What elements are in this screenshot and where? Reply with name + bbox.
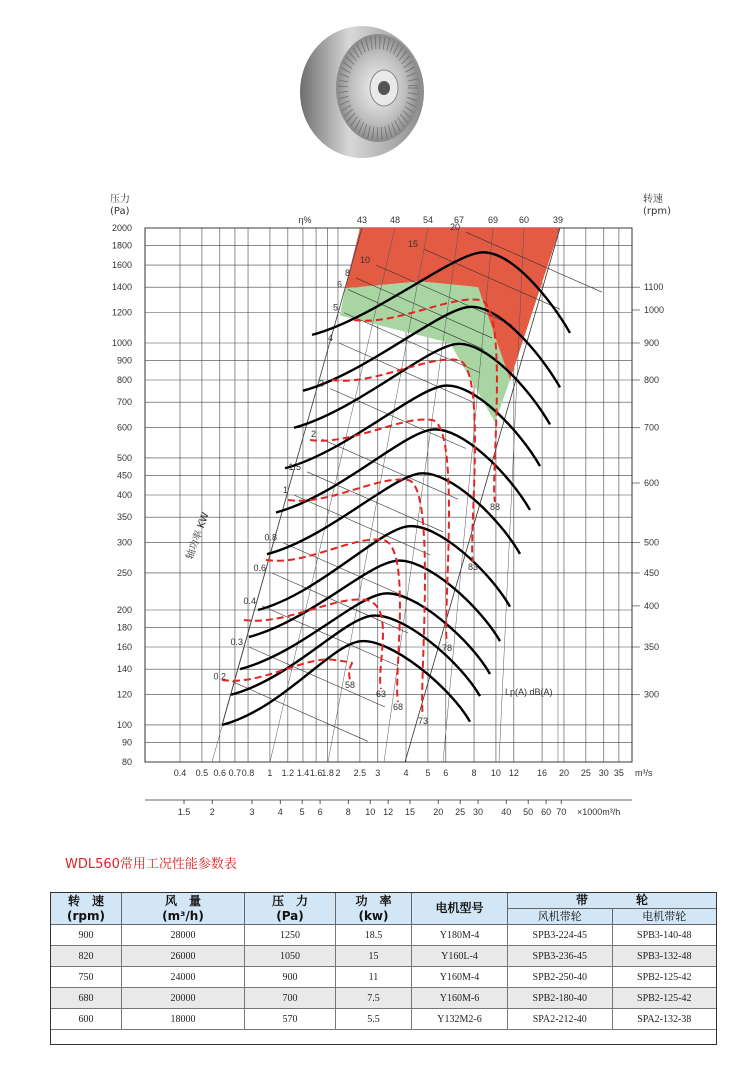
x-tick-label: 16 <box>537 768 548 778</box>
x2-tick-label: 4 <box>277 807 283 817</box>
table-cell: 570 <box>245 1009 336 1030</box>
x-tick-label: 1.8 <box>321 768 334 778</box>
table-row <box>51 1009 717 1030</box>
efficiency-title: η% <box>298 215 312 225</box>
table-cell: Y180M-4 <box>412 925 508 946</box>
x-tick-label: 8 <box>471 768 477 778</box>
x-tick-label: 6 <box>443 768 449 778</box>
header-pulley: 带 轮 <box>508 893 717 909</box>
y-tick-label: 600 <box>116 422 132 433</box>
header-airflow: 风 量 (m³/h) <box>122 893 245 925</box>
y-tick-label: 800 <box>116 375 132 386</box>
header-speed: 转 速 (rpm) <box>51 893 122 925</box>
table-cell: 600 <box>51 1009 122 1030</box>
x-tick-label: 1.2 <box>281 768 295 778</box>
table-cell: 24000 <box>122 967 245 988</box>
left-axis-unit: (Pa) <box>110 206 130 217</box>
rpm-tick-label: 500 <box>644 537 660 548</box>
noise-label: 88 <box>490 502 501 512</box>
table-cell: SPB3-132-48 <box>612 946 717 967</box>
table-row <box>51 988 717 1009</box>
x-tick-label: 0.4 <box>173 768 187 778</box>
y-tick-label: 900 <box>116 355 132 366</box>
table-cell: 18000 <box>122 1009 245 1030</box>
y-tick-label: 200 <box>116 604 132 615</box>
x-tick-label: 2.5 <box>353 768 367 778</box>
table-title: WDL560常用工况性能参数表 <box>65 857 237 872</box>
power-label: 10 <box>359 255 370 266</box>
table-cell: 1050 <box>245 946 336 967</box>
y-tick-label: 350 <box>116 512 132 523</box>
table-row <box>51 925 717 946</box>
power-label: 0.3 <box>230 637 243 648</box>
x2-unit-label: ×1000m³/h <box>577 807 621 817</box>
x-tick-label: 1.4 <box>296 768 310 778</box>
table-cell: 11 <box>336 967 412 988</box>
header-fan-pulley: 风机带轮 <box>508 909 613 925</box>
rpm-tick-label: 600 <box>644 478 660 489</box>
power-label: 20 <box>449 222 460 233</box>
table-cell: SPB3-236-45 <box>508 946 613 967</box>
x-tick-label: 1 <box>267 768 273 778</box>
x-tick-label: 35 <box>613 768 624 778</box>
operating-zones <box>340 228 560 422</box>
x2-tick-label: 3 <box>249 807 255 817</box>
x-unit-label: m³/s <box>635 768 653 778</box>
x2-tick-label: 8 <box>345 807 351 817</box>
x2-tick-label: 6 <box>317 807 323 817</box>
impeller-photo <box>300 26 424 158</box>
table-cell: 26000 <box>122 946 245 967</box>
header-motor-pulley: 电机带轮 <box>612 909 717 925</box>
x-tick-label: 25 <box>580 768 591 778</box>
x-tick-label: 30 <box>598 768 609 778</box>
x-tick-label: 0.8 <box>241 768 255 778</box>
y-tick-label: 300 <box>116 537 132 548</box>
performance-table <box>50 892 717 1030</box>
y-tick-label: 2000 <box>111 223 132 233</box>
power-label: 3 <box>318 378 324 389</box>
rpm-tick-label: 400 <box>644 600 660 611</box>
noise-label: 68 <box>393 702 404 712</box>
x2-tick-label: 1.5 <box>177 807 191 817</box>
rpm-curve <box>249 561 500 642</box>
power-label: 0.8 <box>264 532 277 543</box>
x2-tick-label: 2 <box>209 807 215 817</box>
efficiency-label: 48 <box>389 215 401 225</box>
y-tick-label: 140 <box>116 664 132 675</box>
x2-tick-label: 12 <box>383 807 394 817</box>
rpm-tick-label: 700 <box>644 422 660 433</box>
noise-label: 63 <box>376 689 387 699</box>
rpm-tick-label: 900 <box>644 337 660 348</box>
power-label: 6 <box>336 279 342 290</box>
x-tick-label: 10 <box>490 768 501 778</box>
table-row <box>51 967 717 988</box>
y-tick-label: 250 <box>116 567 132 578</box>
x2-tick-label: 20 <box>433 807 444 817</box>
x-tick-label: 5 <box>425 768 431 778</box>
x-tick-label: 2 <box>335 768 341 778</box>
table-cell: 900 <box>51 925 122 946</box>
table-cell: 750 <box>51 967 122 988</box>
noise-label: 83 <box>468 562 479 572</box>
efficiency-label: 54 <box>422 215 434 225</box>
rpm-tick-label: 300 <box>644 689 660 700</box>
efficiency-label: 39 <box>552 215 564 225</box>
y-tick-label: 90 <box>121 737 132 748</box>
efficiency-label: 43 <box>356 215 368 225</box>
y-tick-label: 120 <box>116 689 132 700</box>
y-tick-label: 1600 <box>111 260 132 271</box>
power-label: 0.6 <box>253 562 266 573</box>
x2-tick-label: 70 <box>556 807 567 817</box>
rpm-tick-label: 800 <box>644 375 660 386</box>
table-cell: 1250 <box>245 925 336 946</box>
noise-label: 78 <box>442 643 453 653</box>
power-label: 0.2 <box>213 671 226 682</box>
x-tick-label: 0.7 <box>228 768 242 778</box>
table-cell: 15 <box>336 946 412 967</box>
y-tick-label: 450 <box>116 470 132 481</box>
noise-curve <box>332 359 475 562</box>
table-row <box>51 946 717 967</box>
table-cell: SPA2-132-38 <box>612 1009 717 1030</box>
header-pressure: 压 力 (Pa) <box>245 893 336 925</box>
y-tick-label: 100 <box>116 719 132 730</box>
efficiency-label: 67 <box>453 215 465 225</box>
table-cell: SPB2-125-42 <box>612 988 717 1009</box>
table-cell: SPB2-125-42 <box>612 967 717 988</box>
efficiency-label: 60 <box>518 215 530 225</box>
power-label: 0.4 <box>243 595 256 606</box>
power-label: 1 <box>282 485 288 495</box>
y-tick-label: 180 <box>116 622 132 633</box>
table-cell: SPA2-212-40 <box>508 1009 613 1030</box>
table-cell: Y160L-4 <box>412 946 508 967</box>
power-label: 1.5 <box>288 461 301 472</box>
x2-tick-label: 60 <box>541 807 552 817</box>
x-tick-label: 3 <box>375 768 381 778</box>
y-tick-label: 1200 <box>111 307 132 318</box>
left-axis-title: 压力 <box>110 194 130 205</box>
y-tick-label: 400 <box>116 490 132 500</box>
table-cell: 680 <box>51 988 122 1009</box>
power-label: 15 <box>407 239 418 250</box>
y-tick-label: 80 <box>121 757 132 767</box>
noise-title: Lp(A) dB(A) <box>505 687 553 697</box>
header-power: 功 率 (kw) <box>336 893 412 925</box>
x2-tick-label: 10 <box>365 807 376 817</box>
y-tick-label: 500 <box>116 452 132 463</box>
table-cell: Y160M-6 <box>412 988 508 1009</box>
x-tick-label: 1.6 <box>309 768 323 778</box>
y-tick-label: 1800 <box>111 240 132 251</box>
power-label: 5 <box>332 302 338 313</box>
table-cell: 5.5 <box>336 1009 412 1030</box>
x-tick-label: 0.5 <box>195 768 209 778</box>
table-cell: SPB3-224-45 <box>508 925 613 946</box>
power-label: 4 <box>327 332 333 343</box>
x2-tick-label: 25 <box>455 807 466 817</box>
x2-tick-label: 50 <box>523 807 534 817</box>
x2-tick-label: 15 <box>405 807 416 817</box>
power-label: 8 <box>344 267 350 278</box>
table-cell: 7.5 <box>336 988 412 1009</box>
right-axis-unit: (rpm) <box>643 206 672 217</box>
table-cell: 820 <box>51 946 122 967</box>
table-cell: SPB2-250-40 <box>508 967 613 988</box>
x2-tick-label: 5 <box>299 807 305 817</box>
table-cell: Y132M2-6 <box>412 1009 508 1030</box>
x-tick-label: 12 <box>508 768 519 778</box>
x2-tick-label: 40 <box>501 807 512 817</box>
x-tick-label: 4 <box>403 768 409 778</box>
table-cell: SPB2-180-40 <box>508 988 613 1009</box>
y-tick-label: 160 <box>116 642 132 653</box>
table-cell: 700 <box>245 988 336 1009</box>
table-cell: SPB3-140-48 <box>612 925 717 946</box>
x2-tick-label: 30 <box>473 807 484 817</box>
table-cell: 18.5 <box>336 925 412 946</box>
power-axis-title: 轴功率 KW <box>184 510 212 562</box>
table-cell: 900 <box>245 967 336 988</box>
right-axis-title: 转速 <box>643 194 663 205</box>
power-label: 2 <box>310 429 316 440</box>
y-tick-label: 1000 <box>111 337 132 348</box>
rpm-tick-label: 450 <box>644 567 660 578</box>
x-tick-label: 20 <box>558 768 569 778</box>
rpm-tick-label: 350 <box>644 642 660 653</box>
table-cell: 28000 <box>122 925 245 946</box>
y-tick-label: 700 <box>116 397 132 408</box>
table-cell: 20000 <box>122 988 245 1009</box>
rpm-tick-label: 1000 <box>644 305 665 316</box>
efficiency-label: 69 <box>487 215 499 225</box>
table-cell: Y160M-4 <box>412 967 508 988</box>
noise-curve <box>222 659 352 680</box>
noise-label: 58 <box>345 680 356 690</box>
rpm-tick-label: 1100 <box>644 282 664 293</box>
x-tick-label: 0.6 <box>213 768 227 778</box>
header-motor: 电机型号 <box>412 893 508 925</box>
rpm-curve <box>267 473 520 554</box>
y-tick-label: 1400 <box>111 282 132 293</box>
noise-label: 73 <box>418 716 429 726</box>
